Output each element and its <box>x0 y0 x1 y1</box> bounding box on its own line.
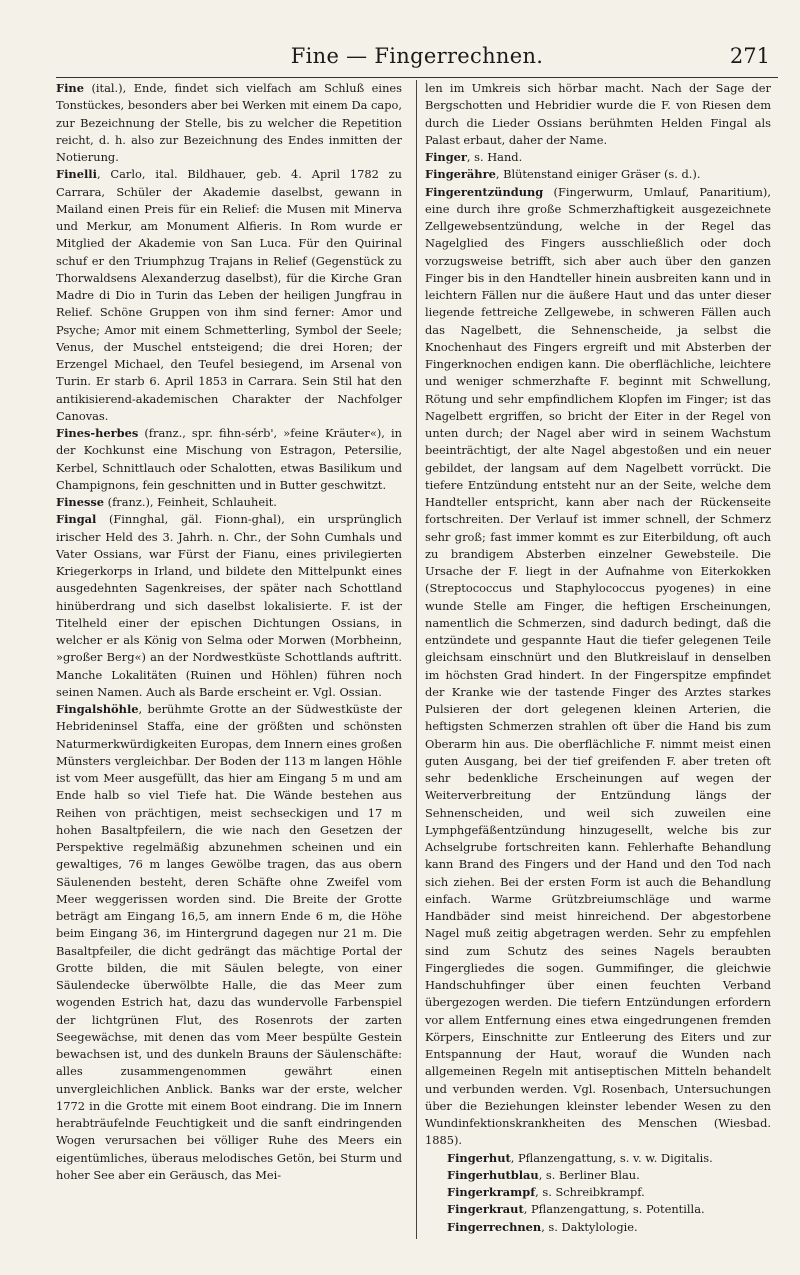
page-number: 271 <box>729 44 770 68</box>
entry-finger <box>425 149 771 166</box>
headword: Fine <box>56 81 84 95</box>
entry-text: , Pflanzengattung, s. Potentilla. <box>523 1202 705 1217</box>
entry-fingalshoehle <box>56 701 402 1184</box>
right-column <box>423 80 771 1239</box>
headword: Fines-herbes <box>56 426 139 440</box>
running-title: Fine — Fingerrechnen. <box>290 44 544 68</box>
entry-text: , Pflanzengattung, s. v. w. Digitalis. <box>510 1150 713 1165</box>
entry-fingal <box>56 511 402 701</box>
entry-text: (ital.), Ende, findet sich vielfach am Schluß eines Tonstückes, besonders aber bei Werken mit einem Da capo, zur Bezeichnung der Stelle, bis zu welcher die Repetition reicht, d. h. also zur Bezeichnung des Endes inmitten der Notierung. <box>56 81 402 164</box>
text-columns <box>56 80 778 1239</box>
entry-text: (Fingerwurm, Umlauf, Panaritium), eine durch ihre große Schmerzhaftigkeit ausgezeichnete Zellgewebsentzündung, welche in der Regel das Nagelglied des Fingers ausschließlich oder doch vorzugsweise betrifft, sich aber auch über den ganzen Finger bis in den Handteller hinein ausbreiten kann und in leichtern Fällen nur die äußere Haut und das unter dieser liegende fettreiche Zellgewebe, in schweren Fällen auch das Nagelbett, die Sehnenscheide, ja selbst die Knochenhaut des Fingers ergreift und mit Absterben der Fingerknochen endigen kann. Die oberflächliche, leichtere und weniger schmerzhafte F. beginnt mit Schwellung, Rötung und sehr empfindlichem Klopfen im Finger; ist das Nagelbett ergriffen, so bricht der Eiter in der Regel von unten durch; der Nagel aber wird in seinem Wachstum beeinträchtigt, der alte Nagel abgestoßen und ein neuer gebildet, der langsam auf dem Nagelbett vorrückt. Die tiefere Entzündung entsteht nur an der Seite, welche dem Handteller entspricht, kann aber nach der Rückenseite fortschreiten. Der Verlauf ist immer schnell, der Schmerz sehr groß; fast immer kommt es zur Eiterbildung, oft auch zu brandigem Absterben einzelner Gewebsteile. Die Ursache der F. liegt in der Aufnahme von Eiterkokken (Streptococcus und Staphylococcus pyogenes) in eine wunde Stelle am Finger, die heftigen Erscheinungen, namentlich die Schmerzen, sind dadurch bedingt, daß die entzündete und gespannte Haut die tiefer gelegenen Teile gleichsam einschnürt und den Blutkreislauf in denselben im höchsten Grad hindert. In der Fingerspitze empfindet der Kranke wie der tastende Finger des Arztes starkes Pulsieren der dort gelegenen kleinen Arterien, die heftigsten Schmerzen strahlen oft über die Hand bis zum Oberarm hin aus. Die oberflächliche F. nimmt meist einen guten Ausgang, bei der tief greifenden F. aber treten oft sehr bedenkliche Erscheinungen auf wegen der Weiterverbreitung der Entzündung längs der Sehnenscheiden, und weil sich zuweilen eine Lymphgefäßentzündung hinzugesellt, welche bis zur Achselgrube fortschreiten kann. Fehlerhafte Behandlung kann Brand des Fingers und der Hand und den Tod nach sich ziehen. Bei der ersten Form ist auch die Behandlung einfach. Warme Grützbreiumschläge und warme Handbäder sind meist hinreichend. Der abgestorbene Nagel muß zeitig abgetragen werden. Sehr zu empfehlen sind zum Schutz des seines Nagels beraubten Fingergliedes die sogen. Gummifinger, die gleichwie Handschuhfinger über einen feuchten Verband übergezogen werden. Die tiefern Entzündungen erfordern vor allem Entfernung eines etwa eingedrungenen fremden Körpers, Einschnitte zur Entleerung des Eiters und zur Entspannung der Haut, worauf die Wunden nach allgemeinen Regeln mit antiseptischen Mitteln behandelt und verbunden werden. Vgl. Rosenbach, Untersuchungen über die Beziehungen kleinster lebender Wesen zu den Wundinfektionskrankheiten des Menschen (Wiesbad. 1885). <box>425 184 771 1148</box>
column-divider <box>416 80 417 1239</box>
entry-fingeraehre <box>425 166 771 183</box>
entry-fingerentzuendung <box>425 184 771 1150</box>
entry-finesse <box>56 494 402 511</box>
entry-text: , s. Schreibkrampf. <box>535 1185 645 1199</box>
headword: Fingerhut <box>447 1150 511 1165</box>
headword: Fingerähre <box>425 167 496 182</box>
entry-text: , s. Berliner Blau. <box>538 1167 640 1182</box>
entry-fingerkrampf <box>447 1184 771 1201</box>
entry-text: (Finnghal, gäl. Fionn-ghal), ein ursprünglich irischer Held des 3. Jahrh. n. Chr., der Sohn Cumhals und Vater Ossians, war Fürst der Fianu, eines privilegierten Kriegerkorps in Irland, und bildete den Mittelpunkt eines ausgedehnten Sagenkreises, der später nach Schottland hinüberdrang und sich daselbst lokalisierte. F. ist der Titelheld einer der epischen Dichtungen Ossians, in welcher er als König von Selma oder Morwen (Morbheinn, »großer Berg«) an der Nordwestküste Schottlands auftritt. Manche Lokalitäten (Ruinen und Höhlen) führen noch seinen Namen. Auch als Barde erscheint er. Vgl. Ossian. <box>56 512 402 699</box>
headword: Fingerkrampf <box>447 1185 536 1199</box>
entry-fines-herbes <box>56 425 402 494</box>
headword: Fingerrechnen <box>447 1219 542 1234</box>
entry-fingerhut <box>447 1150 771 1167</box>
headword: Fingalshöhle <box>56 702 139 716</box>
headword: Finger <box>425 150 467 164</box>
entry-text: , Carlo, ital. Bildhauer, geb. 4. April 1782 zu Carrara, Schüler der Akademie daselbst, gewann in Mailand einen Preis für ein Relief: die Musen mit Minerva und Merkur, am Monument Alfieris. In Rom wurde er Mitglied der Akademie von San Luca. Für den Quirinal schuf er den Triumphzug Trajans in Relief (Gegenstück zu Thorwaldsens Alexanderzug daselbst), für die Kirche Gran Madre di Dio in Turin das Leben der heiligen Jungfrau in Relief. Schöne Gruppen von ihm sind ferner: Amor und Psyche; Amor mit einem Schmetterling, Symbol der Seele; Venus, der Muschel entsteigend; die drei Horen; der Erzengel Michael, den Teufel besiegend, im Arsenal von Turin. Er starb 6. April 1853 in Carrara. Sein Stil hat den antikisierend-akademischen Charakter der Nachfolger Canovas. <box>56 167 402 423</box>
entry-text: (franz.), Feinheit, Schlauheit. <box>104 495 277 509</box>
entry-text: , s. Hand. <box>466 150 523 164</box>
page-header <box>56 44 778 74</box>
left-column <box>56 80 410 1239</box>
headword: Fingerentzündung <box>425 184 544 199</box>
headword: Fingal <box>56 512 97 527</box>
entry-text: (franz., spr. fihn-sérb', »feine Kräuter«), in der Kochkunst eine Mischung von Estragon, Petersilie, Kerbel, Schnittlauch oder Schalotten, etwas Basilikum und Champignons, fein geschnitten und in Butter geschwitzt. <box>56 426 402 492</box>
headword: Fingerhutblau <box>447 1167 539 1182</box>
headword: Fingerkraut <box>447 1202 524 1217</box>
entry-text: , Blütenstand einiger Gräser (s. d.). <box>495 167 701 182</box>
header-rule <box>56 77 778 78</box>
entry-fingerrechnen <box>447 1219 771 1236</box>
entry-fingerhutblau <box>447 1167 771 1184</box>
headword: Finelli <box>56 167 97 182</box>
entry-fingerkraut <box>447 1201 771 1218</box>
entry-text: , s. Daktylologie. <box>541 1219 638 1234</box>
headword: Finesse <box>56 495 105 509</box>
entry-finelli <box>56 166 402 425</box>
entry-fine <box>56 80 402 166</box>
entry-continuation: len im Umkreis sich hörbar macht. Nach der Sage der Bergschotten und Hebridier wurde die F. von Riesen dem durch die Lieder Ossians berühmten Helden Fingal als Palast erbaut, daher der Name. <box>425 81 771 147</box>
entry-text: , berühmte Grotte an der Südwestküste der Hebrideninsel Staffa, eine der größten und schönsten Naturmerkwürdigkeiten Europas, dem Innern eines großen Münsters vergleichbar. Der Boden der 113 m langen Höhle ist vom Meer ausgefüllt, das hier am Eingang 5 m und am Ende halb so viel Tiefe hat. Die Wände bestehen aus Reihen von prächtigen, meist sechseckigen und 17 m hohen Basaltpfeilern, die wie nach den Gesetzen der Perspektive regelmäßig abzunehmen scheinen und ein gewaltiges, 76 m langes Gewölbe tragen, das aus obern Säulenenden besteht, deren Schäfte ohne Zweifel vom Meer weggerissen worden sind. Die Breite der Grotte beträgt am Eingang 16,5, am innern Ende 6 m, die Höhe beim Eingang 36, im Hintergrund dagegen nur 21 m. Die Basaltpfeiler, die dicht gedrängt das mächtige Portal der Grotte bilden, die mit Säulen belegte, von einer Säulendecke überwölbte Halle, die das Meer zum wogenden Estrich hat, dazu das wundervolle Farbenspiel der lichtgrünen Flut, des Rosenrots der zarten Seegewächse, mit denen das vom Meer bespülte Gestein bewachsen ist, und des dunkeln Brauns der Säulenschäfte: alles zusammengenommen gewährt einen unvergleichlichen Anblick. Banks war der erste, welcher 1772 in die Grotte mit einem Boot eindrang. Die im Innern herabträufelnde Feuchtigkeit und die sanft eindringenden Wogen verursachen bei völliger Ruhe des Meers ein eigentümliches, überaus melodisches Getön, bei Sturm und hoher See aber ein Geräusch, das Mei- <box>56 702 402 1182</box>
